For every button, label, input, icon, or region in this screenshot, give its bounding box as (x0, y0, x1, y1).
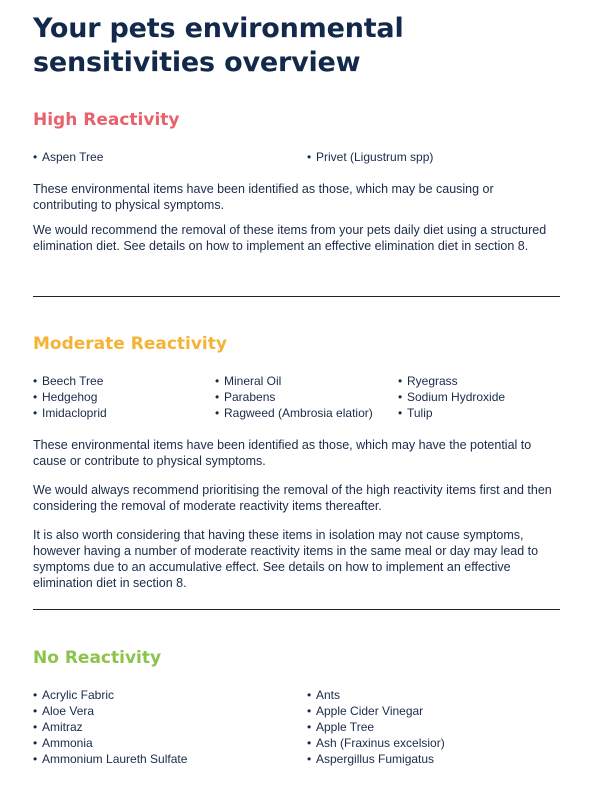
section-divider (33, 609, 560, 610)
page-title: Your pets environmental sensitivities overview (33, 13, 404, 78)
list-item: • Mineral Oil (215, 374, 282, 388)
list-item: • Acrylic Fabric (33, 688, 115, 702)
no-reactivity-list-col-1 (33, 687, 187, 767)
high-reactivity-heading: High Reactivity (33, 110, 180, 130)
moderate-reactivity-note: It is also worth considering that having these items in isolation may not cause symptoms, however having a number of moderate reactivity items in the same meal or day may lead to symptoms due to an accumulative effect. See details on how to implement an effective elimination diet in section 8. (33, 528, 539, 590)
moderate-reactivity-recommendation: We would always recommend prioritising the removal of the high reactivity items first and then considering the removal of moderate reactivity items thereafter. (33, 483, 552, 513)
list-item: • Ryegrass (398, 374, 458, 388)
list-item: • Parabens (215, 390, 276, 404)
list-item: • Hedgehog (33, 390, 98, 404)
moderate-reactivity-list-col-2 (215, 373, 373, 421)
no-reactivity-list-col-2 (307, 687, 445, 767)
list-item: • Aspen Tree (33, 150, 104, 164)
list-item: • Aloe Vera (33, 704, 95, 718)
list-item: • Tulip (398, 406, 433, 420)
list-item: • Apple Cider Vinegar (307, 704, 424, 718)
high-reactivity-list-col-1 (33, 149, 103, 165)
high-reactivity-description: These environmental items have been identified as those, which may be causing or contributing to physical symptoms. (33, 182, 494, 212)
list-item: • Ammonia (33, 736, 93, 750)
list-item: • Apple Tree (307, 720, 375, 734)
high-reactivity-recommendation: We would recommend the removal of these items from your pets daily diet using a structured elimination diet. See details on how to implement an effective elimination diet in section 8. (33, 223, 547, 253)
no-reactivity-heading: No Reactivity (33, 648, 162, 668)
moderate-reactivity-list-col-3 (398, 373, 505, 421)
list-item: • Amitraz (33, 720, 83, 734)
list-item: • Ammonium Laureth Sulfate (33, 752, 188, 766)
moderate-reactivity-list-col-1 (33, 373, 107, 421)
list-item: • Privet (Ligustrum spp) (307, 150, 434, 164)
list-item: • Ragweed (Ambrosia elatior) (215, 406, 373, 420)
list-item: • Ants (307, 688, 341, 702)
list-item: • Aspergillus Fumigatus (307, 752, 435, 766)
moderate-reactivity-heading: Moderate Reactivity (33, 334, 227, 354)
list-item: • Ash (Fraxinus excelsior) (307, 736, 445, 750)
list-item: • Beech Tree (33, 374, 104, 388)
section-divider (33, 296, 560, 297)
list-item: • Sodium Hydroxide (398, 390, 506, 404)
moderate-reactivity-description: These environmental items have been identified as those, which may have the potential to cause or contribute to physical symptoms. (33, 438, 532, 468)
list-item: • Imidacloprid (33, 406, 107, 420)
high-reactivity-list-col-2 (307, 149, 433, 165)
